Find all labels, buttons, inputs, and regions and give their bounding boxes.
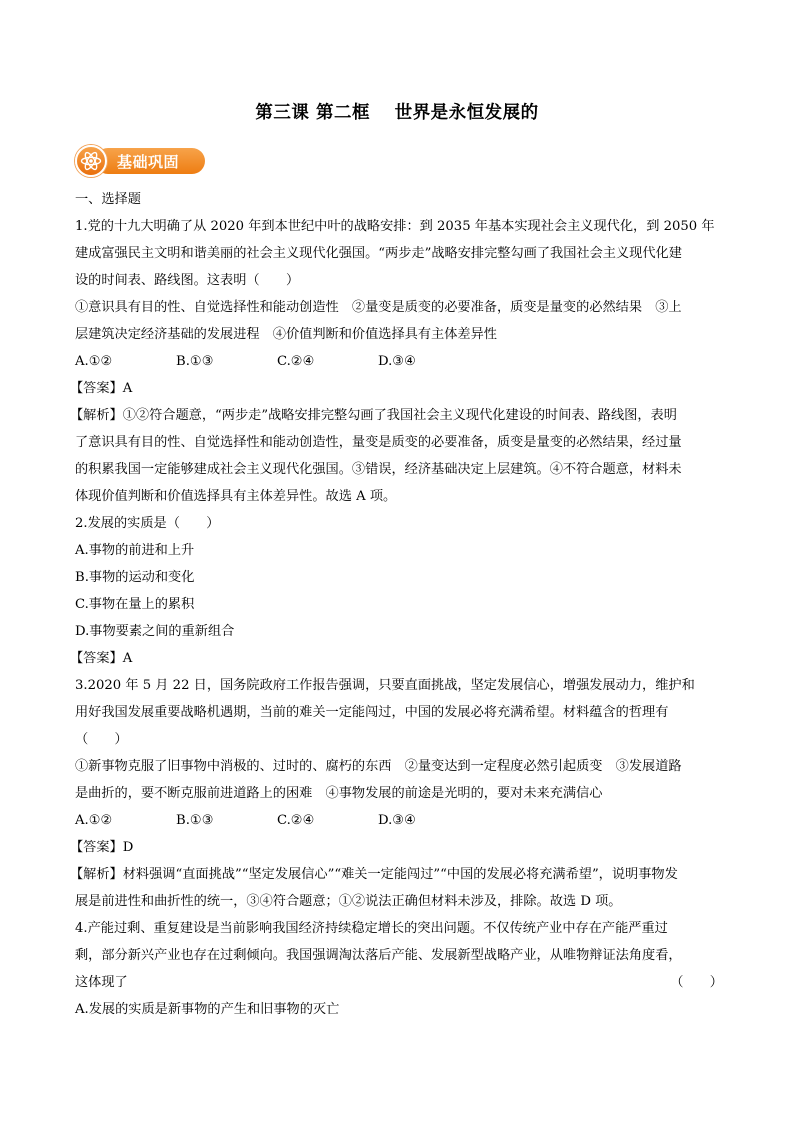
- q4-line-1: 4.产能过剩、重复建设是当前影响我国经济持续稳定增长的突出问题。不仅传统产业中存在产能严重过: [75, 921, 668, 936]
- q3-line-5: 是曲折的，要不断克服前进道路上的困难 ④事物发展的前途是光明的，要对未来充满信心: [75, 786, 603, 801]
- q3-line-3: （ ）: [75, 732, 128, 747]
- q3-line-2: 用好我国发展重要战略机遇期，当前的难关一定能闯过，中国的发展必将充满希望。材料蕴含的哲理有: [75, 705, 669, 720]
- q3-line-1: 3.2020 年 5 月 22 日，国务院政府工作报告强调，只要直面挑战，坚定发展信心，增强发展动力，维护和: [75, 678, 695, 693]
- q1-line-4: ①意识具有目的性、自觉选择性和能动创造性 ②量变是质变的必要准备，质变是量变的必然结果 ③上: [75, 300, 682, 315]
- q1-line-1: 1.党的十九大明确了从 2020 年到本世纪中叶的战略安排：到 2035 年基本实现社会主义现代化，到 2050 年: [75, 219, 715, 234]
- q3-option-c: C.②④: [277, 813, 315, 828]
- q4-option-a: A.发展的实质是新事物的产生和旧事物的灭亡: [75, 1002, 340, 1017]
- q3-option-d: D.③④: [378, 813, 416, 828]
- badge-label: 基础巩固: [117, 153, 180, 171]
- q4-line-3: [75, 969, 723, 996]
- q2-option-a: A.事物的前进和上升: [75, 543, 195, 558]
- q1-option-a: A.①②: [75, 354, 113, 369]
- atom-icon: [75, 145, 107, 177]
- q2-stem: 2.发展的实质是（ ）: [75, 516, 220, 531]
- q4-line-2: 剩，部分新兴产业也存在过剩倾向。我国强调淘汰落后产能、发展新型战略产业，从唯物辩证法角度看，: [75, 948, 682, 963]
- q1-line-5: 层建筑决定经济基础的发展进程 ④价值判断和价值选择具有主体差异性: [75, 327, 497, 342]
- q3-answer: 【答案】D: [70, 840, 134, 855]
- q1-option-d: D.③④: [378, 354, 416, 369]
- question-content: [70, 186, 723, 1023]
- page-title: 第三课 第二框 世界是永恒发展的: [255, 103, 539, 123]
- q1-analysis-2: 了意识具有目的性、自觉选择性和能动创造性，量变是质变的必要准备，质变是量变的必然结果，经过量: [75, 435, 682, 450]
- q1-option-b: B.①③: [176, 354, 214, 369]
- section-badge: [75, 145, 206, 177]
- q3-analysis-2: 展是前进性和曲折性的统一，③④符合题意；①②说法正确但材料未涉及，排除。故选 D 项。: [75, 894, 622, 909]
- q4-last-line: 这体现了: [75, 975, 128, 990]
- q3-option-a: A.①②: [75, 813, 113, 828]
- q2-answer: 【答案】A: [70, 651, 133, 666]
- q1-line-3: 设的时间表、路线图。这表明（ ）: [75, 273, 300, 288]
- q3-analysis-1: 【解析】材料强调“直面挑战”“坚定发展信心”“难关一定能闯过”“中国的发展必将充满希望”，说明事物发: [70, 867, 678, 882]
- q2-option-c: C.事物在量上的累积: [75, 597, 195, 612]
- q1-option-c: C.②④: [277, 354, 315, 369]
- section-heading: 一、选择题: [75, 192, 141, 207]
- q2-option-d: D.事物要素之间的重新组合: [75, 624, 235, 639]
- q1-analysis-3: 的积累我国一定能够建成社会主义现代化强国。③错误，经济基础决定上层建筑。④不符合题意，材料未: [75, 462, 682, 477]
- q1-line-2: 建成富强民主文明和谐美丽的社会主义现代化强国。“两步走”战略安排完整勾画了我国社会主义现代化建: [75, 246, 682, 261]
- q1-analysis-1: 【解析】①②符合题意，“两步走”战略安排完整勾画了我国社会主义现代化建设的时间表、路线图，表明: [70, 408, 677, 423]
- q2-option-b: B.事物的运动和变化: [75, 570, 195, 585]
- q3-options: [75, 807, 723, 834]
- q3-option-b: B.①③: [176, 813, 214, 828]
- q3-line-4: ①新事物克服了旧事物中消极的、过时的、腐朽的东西 ②量变达到一定程度必然引起质变 ③发展道路: [75, 759, 682, 774]
- q1-answer: 【答案】A: [70, 381, 133, 396]
- q4-blank: （ ）: [670, 975, 723, 990]
- q1-analysis-4: 体现价值判断和价值选择具有主体差异性。故选 A 项。: [75, 489, 397, 504]
- q1-options: [75, 348, 723, 375]
